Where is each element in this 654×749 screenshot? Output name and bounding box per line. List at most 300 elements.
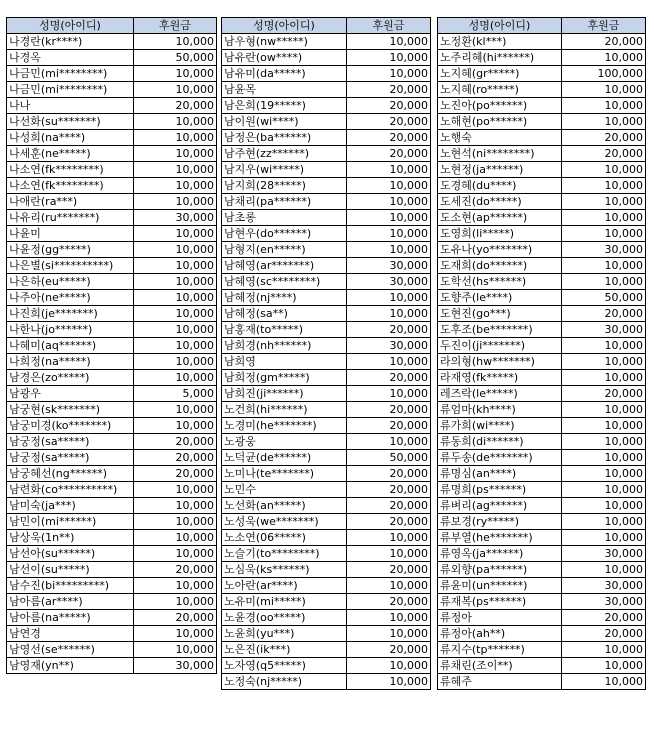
donation-amount: 10,000 bbox=[134, 578, 217, 594]
donor-name: 나금민(mi********) bbox=[7, 66, 134, 82]
table-row bbox=[7, 642, 217, 658]
table-row bbox=[222, 322, 431, 338]
donation-amount: 10,000 bbox=[134, 642, 217, 658]
donation-amount: 20,000 bbox=[562, 610, 646, 626]
donor-table-3 bbox=[437, 17, 646, 690]
donation-amount: 30,000 bbox=[562, 594, 646, 610]
donation-amount: 20,000 bbox=[134, 434, 217, 450]
donor-name: 나윤정(gg*****) bbox=[7, 242, 134, 258]
donation-amount: 5,000 bbox=[134, 386, 217, 402]
table-row bbox=[7, 210, 217, 226]
table-row bbox=[222, 130, 431, 146]
table-row bbox=[438, 498, 646, 514]
donor-name: 나성희(na****) bbox=[7, 130, 134, 146]
table-row bbox=[7, 562, 217, 578]
donor-name: 남아름(ar****) bbox=[7, 594, 134, 610]
table-row bbox=[7, 194, 217, 210]
donor-name: 남궁정(sa*****) bbox=[7, 434, 134, 450]
donor-name: 도세진(do*****) bbox=[438, 194, 562, 210]
donation-amount: 30,000 bbox=[347, 338, 431, 354]
donor-name: 류가희(wi****) bbox=[438, 418, 562, 434]
donation-amount: 20,000 bbox=[347, 370, 431, 386]
donor-name: 노윤희(yu***) bbox=[222, 626, 347, 642]
donation-amount: 50,000 bbox=[347, 450, 431, 466]
donation-amount: 10,000 bbox=[562, 562, 646, 578]
donation-amount: 20,000 bbox=[134, 466, 217, 482]
donor-name: 남희정(gm*****) bbox=[222, 370, 347, 386]
donor-name: 나경란(kr****) bbox=[7, 34, 134, 50]
donation-amount: 30,000 bbox=[134, 210, 217, 226]
donor-name: 남희경(nh******) bbox=[222, 338, 347, 354]
table-row bbox=[7, 162, 217, 178]
donation-amount: 10,000 bbox=[347, 626, 431, 642]
donor-name: 노현석(ni********) bbox=[438, 146, 562, 162]
table-row bbox=[438, 434, 646, 450]
donation-amount: 10,000 bbox=[347, 674, 431, 690]
table-row bbox=[222, 450, 431, 466]
donation-amount: 20,000 bbox=[347, 418, 431, 434]
donation-amount: 10,000 bbox=[134, 418, 217, 434]
donor-name: 노민수 bbox=[222, 482, 347, 498]
donor-name: 도후조(be*******) bbox=[438, 322, 562, 338]
table-row bbox=[7, 658, 217, 674]
donation-amount: 10,000 bbox=[134, 322, 217, 338]
donation-amount: 10,000 bbox=[562, 114, 646, 130]
donation-amount: 10,000 bbox=[347, 530, 431, 546]
donation-amount: 20,000 bbox=[347, 498, 431, 514]
donor-name: 노선화(an*****) bbox=[222, 498, 347, 514]
table-row bbox=[222, 146, 431, 162]
donor-name: 노정숙(nj*****) bbox=[222, 674, 347, 690]
donor-name: 남혜영(ar*******) bbox=[222, 258, 347, 274]
donor-name: 류정아 bbox=[438, 610, 562, 626]
donation-amount: 10,000 bbox=[562, 514, 646, 530]
table-row bbox=[7, 386, 217, 402]
donor-name: 남희영 bbox=[222, 354, 347, 370]
donor-name: 남초롱 bbox=[222, 210, 347, 226]
table-row bbox=[7, 130, 217, 146]
header-row bbox=[438, 18, 646, 34]
donor-name: 나혜미(aq******) bbox=[7, 338, 134, 354]
donation-amount: 10,000 bbox=[347, 658, 431, 674]
table-row bbox=[222, 610, 431, 626]
table-row bbox=[222, 482, 431, 498]
donation-amount: 20,000 bbox=[347, 594, 431, 610]
donation-amount: 10,000 bbox=[134, 594, 217, 610]
table-row bbox=[438, 674, 646, 690]
donor-name: 나소연(fk********) bbox=[7, 162, 134, 178]
donation-amount: 10,000 bbox=[347, 386, 431, 402]
donor-name: 남영재(yn**) bbox=[7, 658, 134, 674]
table-row bbox=[222, 514, 431, 530]
donor-name: 도소현(ap******) bbox=[438, 210, 562, 226]
donor-name: 남이원(wi****) bbox=[222, 114, 347, 130]
table-row bbox=[438, 50, 646, 66]
donor-name: 노성욱(we*******) bbox=[222, 514, 347, 530]
table-row bbox=[7, 434, 217, 450]
table-row bbox=[438, 546, 646, 562]
donor-name: 노건희(hi******) bbox=[222, 402, 347, 418]
table-row bbox=[7, 98, 217, 114]
donor-name: 류엄마(kh****) bbox=[438, 402, 562, 418]
table-row bbox=[438, 98, 646, 114]
table-row bbox=[7, 258, 217, 274]
donation-amount: 10,000 bbox=[562, 674, 646, 690]
table-row bbox=[222, 50, 431, 66]
donation-amount: 20,000 bbox=[134, 98, 217, 114]
table-row bbox=[438, 178, 646, 194]
donation-amount: 10,000 bbox=[562, 162, 646, 178]
donor-name: 노덕균(de******) bbox=[222, 450, 347, 466]
donation-amount: 10,000 bbox=[134, 274, 217, 290]
donor-name: 노진아(po******) bbox=[438, 98, 562, 114]
donation-amount: 100,000 bbox=[562, 66, 646, 82]
donor-name: 남상욱(1n**) bbox=[7, 530, 134, 546]
donation-amount: 10,000 bbox=[134, 354, 217, 370]
donor-name: 류부열(he*******) bbox=[438, 530, 562, 546]
table-row bbox=[222, 178, 431, 194]
donation-amount: 10,000 bbox=[134, 306, 217, 322]
table-row bbox=[222, 546, 431, 562]
donation-amount: 10,000 bbox=[562, 50, 646, 66]
donor-name: 류동희(di******) bbox=[438, 434, 562, 450]
table-row bbox=[438, 370, 646, 386]
table-row bbox=[222, 290, 431, 306]
table-row bbox=[7, 242, 217, 258]
table-row bbox=[222, 466, 431, 482]
table-row bbox=[222, 530, 431, 546]
donation-amount: 30,000 bbox=[134, 658, 217, 674]
donation-amount: 30,000 bbox=[347, 258, 431, 274]
table-row bbox=[7, 290, 217, 306]
table-row bbox=[222, 258, 431, 274]
amount-header: 후원금 bbox=[347, 18, 431, 34]
table-row bbox=[222, 674, 431, 690]
donor-table bbox=[221, 17, 431, 690]
table-row bbox=[438, 306, 646, 322]
donor-name: 도재희(do******) bbox=[438, 258, 562, 274]
table-row bbox=[222, 434, 431, 450]
table-row bbox=[438, 514, 646, 530]
donation-amount: 10,000 bbox=[562, 418, 646, 434]
table-row bbox=[7, 450, 217, 466]
donation-amount: 20,000 bbox=[347, 322, 431, 338]
donor-name: 도유나(yo*******) bbox=[438, 242, 562, 258]
donation-amount: 10,000 bbox=[134, 114, 217, 130]
donation-amount: 10,000 bbox=[134, 146, 217, 162]
donation-amount: 10,000 bbox=[562, 434, 646, 450]
name-header: 성명(아이디) bbox=[222, 18, 347, 34]
donor-table-2 bbox=[221, 17, 431, 690]
donation-amount: 20,000 bbox=[347, 562, 431, 578]
table-row bbox=[222, 66, 431, 82]
table-row bbox=[222, 626, 431, 642]
table-row bbox=[7, 226, 217, 242]
donation-amount: 20,000 bbox=[347, 98, 431, 114]
donor-name: 두진이(ji*******) bbox=[438, 338, 562, 354]
donation-amount: 20,000 bbox=[347, 82, 431, 98]
donation-amount: 10,000 bbox=[562, 82, 646, 98]
donation-amount: 10,000 bbox=[134, 626, 217, 642]
table-row bbox=[7, 402, 217, 418]
donor-name: 류재복(ps******) bbox=[438, 594, 562, 610]
table-row bbox=[438, 162, 646, 178]
donor-name: 노주리혜(hi******) bbox=[438, 50, 562, 66]
table-row bbox=[438, 466, 646, 482]
donor-name: 나은별(si**********) bbox=[7, 258, 134, 274]
table-row bbox=[7, 626, 217, 642]
donor-name: 류두송(de*******) bbox=[438, 450, 562, 466]
donor-name: 남우형(nw*****) bbox=[222, 34, 347, 50]
table-row bbox=[438, 242, 646, 258]
donation-amount: 10,000 bbox=[134, 242, 217, 258]
donation-amount: 50,000 bbox=[562, 290, 646, 306]
donor-name: 나진희(je*******) bbox=[7, 306, 134, 322]
donor-name: 도경혜(du****) bbox=[438, 178, 562, 194]
donor-name: 남혜정(nj****) bbox=[222, 290, 347, 306]
name-header: 성명(아이디) bbox=[438, 18, 562, 34]
donor-name: 남희진(ji******) bbox=[222, 386, 347, 402]
donation-amount: 10,000 bbox=[562, 658, 646, 674]
donor-name: 노미나(te*******) bbox=[222, 466, 347, 482]
donor-name: 류혜주 bbox=[438, 674, 562, 690]
table-row bbox=[222, 498, 431, 514]
table-row bbox=[7, 482, 217, 498]
donor-table bbox=[437, 17, 646, 690]
table-row bbox=[7, 306, 217, 322]
donor-name: 노해현(po******) bbox=[438, 114, 562, 130]
table-row bbox=[7, 354, 217, 370]
table-row bbox=[222, 162, 431, 178]
table-row bbox=[438, 530, 646, 546]
table-row bbox=[438, 386, 646, 402]
donation-amount: 10,000 bbox=[134, 178, 217, 194]
name-header: 성명(아이디) bbox=[7, 18, 134, 34]
donor-name: 남윤목 bbox=[222, 82, 347, 98]
donation-amount: 20,000 bbox=[347, 130, 431, 146]
amount-header: 후원금 bbox=[562, 18, 646, 34]
donation-amount: 10,000 bbox=[347, 210, 431, 226]
donor-name: 남주현(zz******) bbox=[222, 146, 347, 162]
table-row bbox=[438, 338, 646, 354]
donation-amount: 10,000 bbox=[347, 178, 431, 194]
donor-name: 남유란(ow****) bbox=[222, 50, 347, 66]
table-row bbox=[222, 34, 431, 50]
table-row bbox=[7, 50, 217, 66]
donation-amount: 10,000 bbox=[562, 498, 646, 514]
donor-name: 남영선(se******) bbox=[7, 642, 134, 658]
table-row bbox=[222, 642, 431, 658]
donor-name: 류영옥(ja******) bbox=[438, 546, 562, 562]
table-row bbox=[438, 402, 646, 418]
donation-amount: 10,000 bbox=[562, 530, 646, 546]
donation-amount: 10,000 bbox=[562, 642, 646, 658]
table-row bbox=[7, 418, 217, 434]
donation-amount: 20,000 bbox=[134, 610, 217, 626]
donor-name: 남연경 bbox=[7, 626, 134, 642]
table-row bbox=[222, 82, 431, 98]
table-row bbox=[438, 578, 646, 594]
table-row bbox=[222, 194, 431, 210]
table-row bbox=[7, 146, 217, 162]
donor-name: 나경옥 bbox=[7, 50, 134, 66]
donor-name: 나유리(ru*******) bbox=[7, 210, 134, 226]
donation-amount: 10,000 bbox=[347, 194, 431, 210]
donor-name: 남혜정(sa**) bbox=[222, 306, 347, 322]
donor-name: 남현우(do******) bbox=[222, 226, 347, 242]
table-row bbox=[7, 466, 217, 482]
donation-amount: 10,000 bbox=[347, 66, 431, 82]
donor-name: 나소연(fk********) bbox=[7, 178, 134, 194]
table-row bbox=[438, 322, 646, 338]
table-row bbox=[222, 242, 431, 258]
table-row bbox=[7, 66, 217, 82]
donor-name: 남정은(ba******) bbox=[222, 130, 347, 146]
donor-name: 남홍재(to*****) bbox=[222, 322, 347, 338]
table-row bbox=[7, 34, 217, 50]
table-row bbox=[222, 578, 431, 594]
table-row bbox=[438, 66, 646, 82]
donation-amount: 10,000 bbox=[134, 290, 217, 306]
donation-amount: 10,000 bbox=[562, 210, 646, 226]
donor-table bbox=[6, 17, 217, 674]
donor-name: 나희정(na*****) bbox=[7, 354, 134, 370]
table-row bbox=[222, 338, 431, 354]
table-row bbox=[222, 658, 431, 674]
donor-name: 노현정(ja******) bbox=[438, 162, 562, 178]
donation-amount: 10,000 bbox=[134, 66, 217, 82]
donation-amount: 30,000 bbox=[562, 242, 646, 258]
donation-amount: 10,000 bbox=[562, 370, 646, 386]
donor-name: 노지혜(ro*****) bbox=[438, 82, 562, 98]
table-row bbox=[438, 642, 646, 658]
donation-amount: 10,000 bbox=[134, 498, 217, 514]
donor-name: 남혜영(sc********) bbox=[222, 274, 347, 290]
donation-amount: 20,000 bbox=[562, 130, 646, 146]
donation-amount: 10,000 bbox=[562, 402, 646, 418]
donor-name: 남선아(su******) bbox=[7, 546, 134, 562]
donor-name: 나선화(su*******) bbox=[7, 114, 134, 130]
donor-name: 류명심(an****) bbox=[438, 466, 562, 482]
donor-name: 라의형(hw*******) bbox=[438, 354, 562, 370]
donor-name: 나주아(ne*****) bbox=[7, 290, 134, 306]
donor-name: 노아란(ar****) bbox=[222, 578, 347, 594]
donor-name: 류윤미(un******) bbox=[438, 578, 562, 594]
donor-name: 나애란(ra***) bbox=[7, 194, 134, 210]
table-row bbox=[222, 274, 431, 290]
donor-name: 도향주(le****) bbox=[438, 290, 562, 306]
table-row bbox=[438, 194, 646, 210]
table-row bbox=[222, 354, 431, 370]
donation-amount: 10,000 bbox=[562, 274, 646, 290]
donation-amount: 10,000 bbox=[347, 290, 431, 306]
donation-amount: 10,000 bbox=[134, 514, 217, 530]
table-row bbox=[438, 114, 646, 130]
donation-amount: 10,000 bbox=[562, 194, 646, 210]
table-row bbox=[222, 594, 431, 610]
donation-amount: 10,000 bbox=[347, 226, 431, 242]
donation-amount: 10,000 bbox=[134, 370, 217, 386]
donation-amount: 10,000 bbox=[134, 82, 217, 98]
donor-name: 나한나(jo******) bbox=[7, 322, 134, 338]
table-row bbox=[222, 562, 431, 578]
donor-name: 나금민(mi********) bbox=[7, 82, 134, 98]
donation-amount: 10,000 bbox=[347, 610, 431, 626]
table-row bbox=[7, 274, 217, 290]
donation-amount: 10,000 bbox=[347, 354, 431, 370]
donor-name: 남선이(su*****) bbox=[7, 562, 134, 578]
donor-name: 류보경(ry*****) bbox=[438, 514, 562, 530]
donor-name: 남궁현(sk*******) bbox=[7, 402, 134, 418]
donation-amount: 30,000 bbox=[562, 578, 646, 594]
donation-amount: 20,000 bbox=[347, 146, 431, 162]
donation-amount: 30,000 bbox=[562, 322, 646, 338]
donation-amount: 20,000 bbox=[562, 386, 646, 402]
donation-amount: 10,000 bbox=[347, 546, 431, 562]
table-row bbox=[438, 418, 646, 434]
table-row bbox=[222, 370, 431, 386]
donation-amount: 10,000 bbox=[134, 226, 217, 242]
donor-name: 류명희(ps******) bbox=[438, 482, 562, 498]
donor-name: 노유미(mi*****) bbox=[222, 594, 347, 610]
donation-amount: 10,000 bbox=[134, 258, 217, 274]
donor-name: 남지우(wi*****) bbox=[222, 162, 347, 178]
donor-name: 노슬기(to********) bbox=[222, 546, 347, 562]
donation-amount: 10,000 bbox=[134, 482, 217, 498]
donor-name: 노심욱(ks******) bbox=[222, 562, 347, 578]
table-row bbox=[438, 354, 646, 370]
donation-amount: 10,000 bbox=[134, 130, 217, 146]
donation-amount: 20,000 bbox=[347, 114, 431, 130]
donation-amount: 20,000 bbox=[347, 402, 431, 418]
donor-name: 남형지(en*****) bbox=[222, 242, 347, 258]
donation-amount: 10,000 bbox=[134, 546, 217, 562]
donor-name: 나세훈(ne*****) bbox=[7, 146, 134, 162]
table-row bbox=[7, 338, 217, 354]
donor-name: 남광우 bbox=[7, 386, 134, 402]
donation-amount: 10,000 bbox=[347, 242, 431, 258]
donor-name: 남궁혜선(ng******) bbox=[7, 466, 134, 482]
donor-name: 남민이(mi******) bbox=[7, 514, 134, 530]
table-row bbox=[7, 546, 217, 562]
donation-amount: 10,000 bbox=[562, 178, 646, 194]
donor-name: 류외향(pa******) bbox=[438, 562, 562, 578]
table-row bbox=[438, 450, 646, 466]
donor-name: 나윤미 bbox=[7, 226, 134, 242]
table-row bbox=[222, 402, 431, 418]
donor-name: 노소연(06*****) bbox=[222, 530, 347, 546]
donation-amount: 20,000 bbox=[562, 626, 646, 642]
table-row bbox=[438, 658, 646, 674]
donation-amount: 10,000 bbox=[562, 354, 646, 370]
table-row bbox=[222, 386, 431, 402]
donor-name: 노정환(kl***) bbox=[438, 34, 562, 50]
donor-name: 노행숙 bbox=[438, 130, 562, 146]
donor-name: 노지혜(gr*****) bbox=[438, 66, 562, 82]
table-row bbox=[222, 306, 431, 322]
table-row bbox=[438, 130, 646, 146]
donation-amount: 10,000 bbox=[347, 306, 431, 322]
table-row bbox=[438, 482, 646, 498]
table-row bbox=[438, 274, 646, 290]
donor-name: 도현진(go***) bbox=[438, 306, 562, 322]
donor-name: 노은진(ik***) bbox=[222, 642, 347, 658]
header-row bbox=[7, 18, 217, 34]
donor-name: 류정아(ah**) bbox=[438, 626, 562, 642]
donor-name: 라재영(fk*****) bbox=[438, 370, 562, 386]
table-row bbox=[222, 210, 431, 226]
table-row bbox=[7, 594, 217, 610]
